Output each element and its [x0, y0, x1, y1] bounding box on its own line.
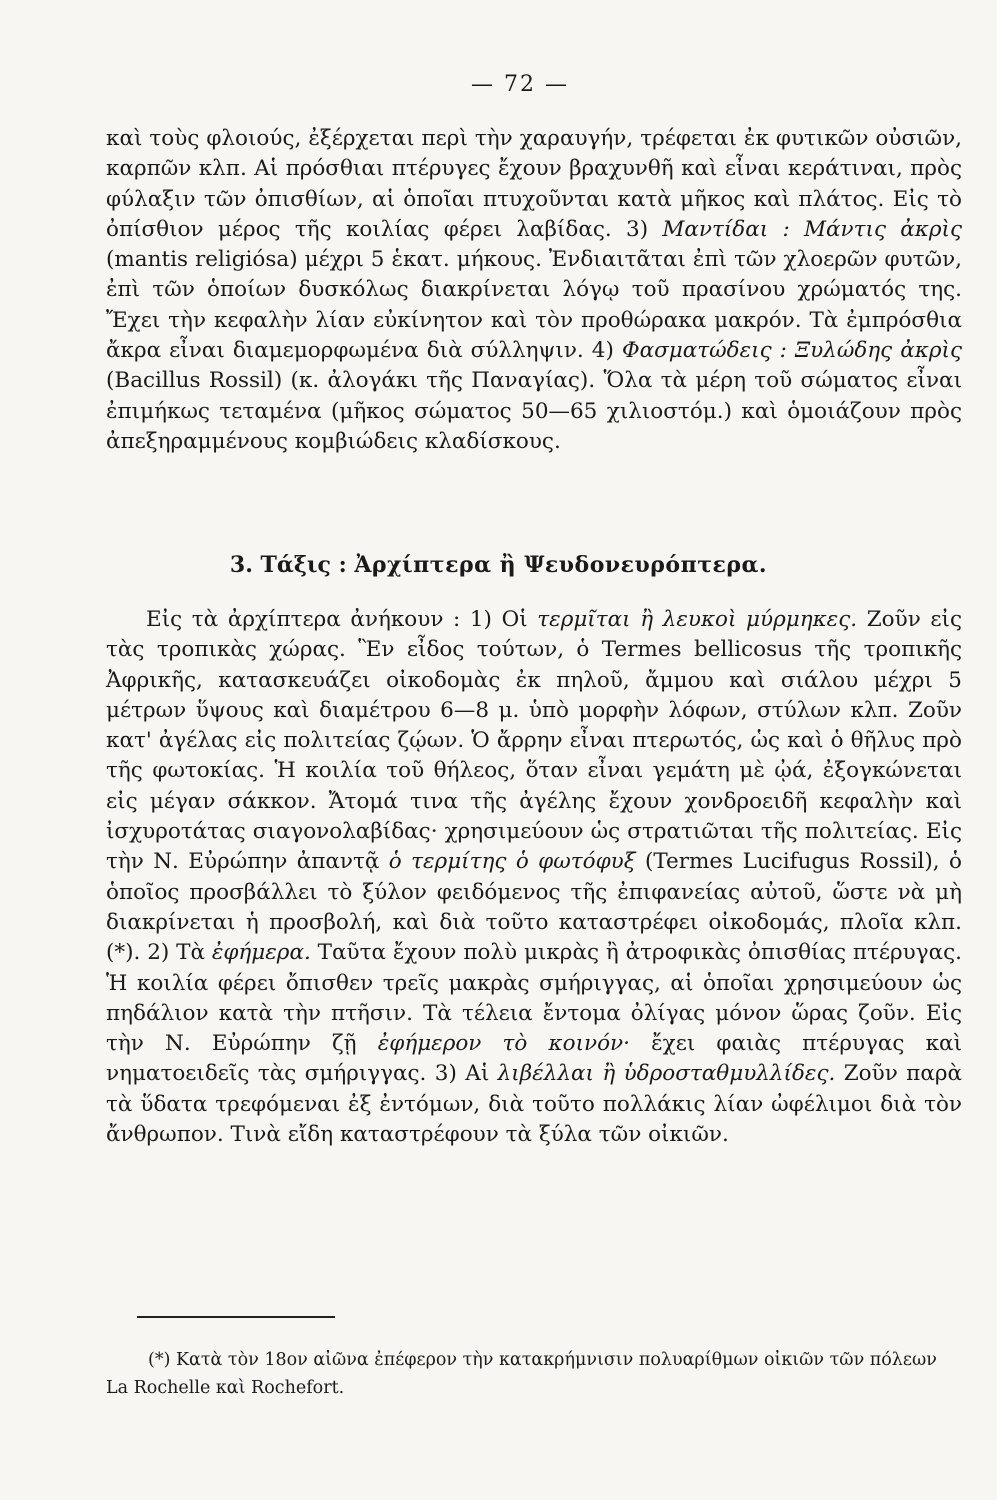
- italic-term-phasmatodea: Φασματώδεις : Ξυλώδης ἀκρὶς: [621, 338, 962, 364]
- paragraph-orthoptera-continued: [106, 124, 962, 457]
- italic-term-termes-lucifugus: ὁ τερμίτης ὁ φωτόφυξ: [388, 849, 636, 875]
- text-run: ἔχει φαιὰς πτέρυγας καὶ νηματοειδεῖς τὰς σμήριγγας. 3) Αἱ: [106, 1031, 962, 1087]
- italic-term-mantidae: Μαντίδαι : Μάντις ἀκρὶς: [662, 216, 962, 242]
- italic-term-ephemera: ἐφήμερα.: [211, 940, 311, 966]
- text-run: (Bacillus Rossil) (κ. ἀλογάκι τῆς Παναγίας). Ὅλα τὰ μέρη τοῦ σώματος εἶναι ἐπιμήκως τεταμένα (μῆκος σώματος 50—65 χιλιοστόμ.) καὶ ὁμοιάζουν πρὸς ἀπεξηραμμένους κομβιώδεις κλαδίσκους.: [106, 368, 962, 454]
- text-run: καὶ τοὺς φλοιούς, ἐξέρχεται περὶ τὴν χαραυγήν, τρέφεται ἐκ φυτικῶν οὐσιῶν, καρπῶν κλπ. Αἱ πρόσθιαι πτέρυγες ἔχουν βραχυνθῆ καὶ εἶναι κεράτιναι, πρὸς φύλαξιν τῶν ὀπισθίων, αἱ ὁποῖαι πτυχοῦνται κατὰ μῆκος καὶ πλάτος. Εἰς τὸ ὀπίσθιον μέρος τῆς κοιλίας φέρει λαβίδας. 3): [106, 126, 962, 242]
- text-run: (Termes Lucifugus Rossil), ὁ ὁποῖος προσβάλλει τὸ ξύλον φειδόμενος τῆς ἐπιφανείας αὐτοῦ, ὥστε νὰ μὴ διακρίνεται ἡ προσβολή, καὶ διὰ τοῦτο καταστρέφει οἰκοδομάς, πλοῖα κλπ.(*). 2) Τὰ: [106, 849, 962, 966]
- heading-title: Ἀρχίπτερα ἢ Ψευδονευρόπτερα.: [354, 552, 768, 578]
- italic-term-ephemeron: ἐφήμερον τὸ κοινόν·: [377, 1031, 630, 1057]
- text-run: Ζοῦν εἰς τὰς τροπικὰς χώρας. Ἓν εἶδος τούτων, ὁ Termes bellicosus τῆς τροπικῆς Ἀφρικῆς, κατασκευάζει οἰκοδομὰς ἐκ πηλοῦ, ἄμμου καὶ σιάλου μέχρι 5 μέτρων ὕψους καὶ διαμέτρου 6—8 μ. ὑπὸ μορφὴν λόφων, στύλων κλπ. Ζοῦν κατ' ἀγέλας εἰς πολιτείας ζῴων. Ὁ ἄρρην εἶναι πτερωτός, ὡς καὶ ὁ θῆλυς πρὸ τῆς φωτοκίας. Ἡ κοιλία τοῦ θήλεος, ὅταν εἶναι γεμάτη μὲ ᾠά, ἐξογκώνεται εἰς μέγαν σάκκον. Ἄτομά τινα τῆς ἀγέλης ἔχουν χονδροειδῆ κεφαλὴν καὶ ἰσχυροτάτας σιαγονολαβίδας· χρησιμεύουν ὡς στρατιῶται τῆς πολιτείας. Εἰς τὴν Ν. Εὐρώπην ἀπαντᾷ: [106, 607, 962, 875]
- paragraph-archiptera: [106, 605, 962, 1150]
- text-run: Ζοῦν παρὰ τὰ ὕδατα τρεφόμεναι ἐξ ἐντόμων, διὰ τοῦτο πολλάκις λίαν ὠφέλιμοι διὰ τὸν ἄνθρωπον. Τινὰ εἴδη καταστρέφουν τὰ ξύλα τῶν οἰκιῶν.: [106, 1061, 962, 1148]
- section-heading: [0, 552, 997, 578]
- text-run: Εἰς τὰ ἀρχίπτερα ἀνήκουν : 1) Οἱ: [146, 607, 538, 632]
- text-run: Ταῦτα ἔχουν πολὺ μικρὰς ἢ ἀτροφικὰς ὀπισθίας πτέρυγας. Ἡ κοιλία φέρει ὄπισθεν τρεῖς μακρὰς σμήριγγας, αἱ ὁποῖαι χρησιμεύουν ὡς πηδάλιον κατὰ τὴν πτῆσιν. Τὰ τέλεια ἔντομα ὀλίγας μόνον ὥρας ζοῦν. Εἰς τὴν Ν. Εὐρώπην ζῇ: [106, 940, 962, 1057]
- footnote-divider: [137, 1316, 335, 1318]
- footnote: (*) Κατὰ τὸν 18ον αἰῶνα ἐπέφερον τὴν κατακρήμνισιν πολυαρίθμων οἰκιῶν τῶν πόλεων La Rochelle καὶ Rochefort.: [106, 1350, 937, 1398]
- heading-prefix: 3. Τάξις :: [229, 552, 355, 578]
- text-run: (mantis religiósa) μέχρι 5 ἑκατ. μήκους. Ἐνδιαιτᾶται ἐπὶ τῶν χλοερῶν φυτῶν, ἐπὶ τῶν ὁποίων δυσκόλως διακρίνεται λόγῳ τοῦ πρασίνου χρώματός της. Ἔχει τὴν κεφαλὴν λίαν εὐκίνητον καὶ τὸν προθώρακα μακρόν. Τὰ ἐμπρόσθια ἄκρα εἶναι διαμεμορφωμένα διὰ σύλληψιν. 4): [106, 247, 962, 364]
- italic-term-termites: τερμῖται ἢ λευκοὶ μύρμηκες.: [537, 607, 858, 632]
- page-number: — 72 —: [471, 72, 569, 97]
- italic-term-libellae: λιβέλλαι ἢ ὑδροσταθμυλλίδες.: [497, 1061, 836, 1087]
